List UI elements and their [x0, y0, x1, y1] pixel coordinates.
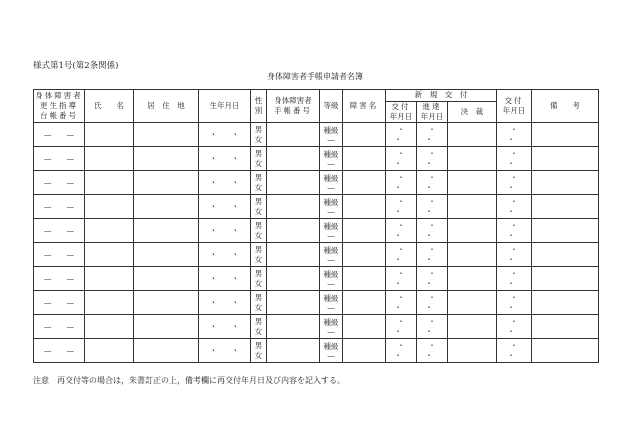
birthdate-cell[interactable]: ・ ・: [199, 243, 251, 267]
disability-name-cell[interactable]: [343, 267, 386, 291]
name-cell[interactable]: [85, 147, 134, 171]
birthdate-cell[interactable]: ・ ・: [199, 267, 251, 291]
sex-cell[interactable]: 男 女: [251, 123, 267, 147]
guide-number-cell[interactable]: — —: [34, 315, 85, 339]
birthdate-cell[interactable]: ・ ・: [199, 147, 251, 171]
grade-cell[interactable]: 種級 —: [320, 171, 343, 195]
sex-cell[interactable]: 男 女: [251, 315, 267, 339]
remarks-cell[interactable]: [532, 123, 599, 147]
grade-cell[interactable]: 種級 —: [320, 339, 343, 363]
header-remarks: 備 考: [532, 90, 599, 123]
dispatch-date-cell[interactable]: ・ ・: [417, 171, 448, 195]
header-sex: 性 別: [251, 90, 267, 123]
disability-name-cell[interactable]: [343, 339, 386, 363]
address-cell[interactable]: [134, 267, 199, 291]
disability-name-cell[interactable]: [343, 219, 386, 243]
grade-cell[interactable]: 種級 —: [320, 315, 343, 339]
sex-cell[interactable]: 男 女: [251, 291, 267, 315]
decision-cell[interactable]: [448, 123, 497, 147]
dispatch-date-cell[interactable]: ・ ・: [417, 339, 448, 363]
reissue-date-cell[interactable]: ・ ・: [497, 219, 532, 243]
decision-cell[interactable]: [448, 147, 497, 171]
birthdate-cell[interactable]: ・ ・: [199, 195, 251, 219]
birthdate-cell[interactable]: ・ ・: [199, 339, 251, 363]
grade-cell[interactable]: 種級 —: [320, 123, 343, 147]
remarks-cell[interactable]: [532, 315, 599, 339]
decision-cell[interactable]: [448, 219, 497, 243]
name-cell[interactable]: [85, 339, 134, 363]
header-handbook-number: 身体障害者 手帳番号: [267, 90, 320, 123]
address-cell[interactable]: [134, 123, 199, 147]
guide-number-cell[interactable]: — —: [34, 171, 85, 195]
grade-cell[interactable]: 種級 —: [320, 195, 343, 219]
grade-cell[interactable]: 種級 —: [320, 243, 343, 267]
remarks-cell[interactable]: [532, 171, 599, 195]
table-row: [34, 339, 599, 363]
header-issue-date: 交付 年月日: [386, 102, 417, 123]
remarks-cell[interactable]: [532, 291, 599, 315]
issue-date-cell[interactable]: ・ ・: [386, 339, 417, 363]
birthdate-cell[interactable]: ・ ・: [199, 171, 251, 195]
dispatch-date-cell[interactable]: ・ ・: [417, 315, 448, 339]
decision-cell[interactable]: [448, 339, 497, 363]
sex-cell[interactable]: 男 女: [251, 219, 267, 243]
reissue-date-cell[interactable]: ・ ・: [497, 243, 532, 267]
decision-cell[interactable]: [448, 243, 497, 267]
issue-date-cell[interactable]: ・ ・: [386, 219, 417, 243]
birthdate-cell[interactable]: ・ ・: [199, 315, 251, 339]
table-row: [34, 123, 599, 147]
table-row: [34, 171, 599, 195]
address-cell[interactable]: [134, 243, 199, 267]
birthdate-cell[interactable]: ・ ・: [199, 123, 251, 147]
address-cell[interactable]: [134, 339, 199, 363]
issue-date-cell[interactable]: ・ ・: [386, 243, 417, 267]
grade-cell[interactable]: 種級 —: [320, 291, 343, 315]
dispatch-date-cell[interactable]: ・ ・: [417, 291, 448, 315]
decision-cell[interactable]: [448, 195, 497, 219]
header-grade: 等級: [320, 90, 343, 123]
applicant-register-table: [33, 89, 599, 363]
guide-number-cell[interactable]: — —: [34, 195, 85, 219]
handbook-number-cell[interactable]: [267, 171, 320, 195]
issue-date-cell[interactable]: ・ ・: [386, 123, 417, 147]
name-cell[interactable]: [85, 291, 134, 315]
grade-cell[interactable]: 種級 —: [320, 267, 343, 291]
decision-cell[interactable]: [448, 315, 497, 339]
name-cell[interactable]: [85, 123, 134, 147]
table-row: [34, 267, 599, 291]
dispatch-date-cell[interactable]: ・ ・: [417, 147, 448, 171]
issue-date-cell[interactable]: ・ ・: [386, 315, 417, 339]
handbook-number-cell[interactable]: [267, 123, 320, 147]
handbook-number-cell[interactable]: [267, 339, 320, 363]
birthdate-cell[interactable]: ・ ・: [199, 219, 251, 243]
reissue-date-cell[interactable]: ・ ・: [497, 147, 532, 171]
header-guide-number: 身体障害者 更生指導 台帳番号: [34, 90, 85, 123]
disability-name-cell[interactable]: [343, 315, 386, 339]
header-name: 氏 名: [85, 90, 134, 123]
table-row: [34, 291, 599, 315]
handbook-number-cell[interactable]: [267, 219, 320, 243]
table-row: [34, 219, 599, 243]
decision-cell[interactable]: [448, 291, 497, 315]
dispatch-date-cell[interactable]: ・ ・: [417, 267, 448, 291]
header-new-issue: 新 規 交 付: [386, 90, 497, 102]
name-cell[interactable]: [85, 219, 134, 243]
guide-number-cell[interactable]: — —: [34, 243, 85, 267]
decision-cell[interactable]: [448, 267, 497, 291]
handbook-number-cell[interactable]: [267, 315, 320, 339]
handbook-number-cell[interactable]: [267, 267, 320, 291]
dispatch-date-cell[interactable]: ・ ・: [417, 243, 448, 267]
address-cell[interactable]: [134, 147, 199, 171]
remarks-cell[interactable]: [532, 339, 599, 363]
register-title: 身体障害者手帳申請者名簿: [267, 72, 363, 81]
address-cell[interactable]: [134, 291, 199, 315]
sex-cell[interactable]: 男 女: [251, 243, 267, 267]
guide-number-cell[interactable]: — —: [34, 339, 85, 363]
header-address: 居 住 地: [134, 90, 199, 123]
disability-name-cell[interactable]: [343, 123, 386, 147]
sex-cell[interactable]: 男 女: [251, 267, 267, 291]
name-cell[interactable]: [85, 315, 134, 339]
reissue-date-cell[interactable]: ・ ・: [497, 195, 532, 219]
handbook-number-cell[interactable]: [267, 291, 320, 315]
sex-cell[interactable]: 男 女: [251, 339, 267, 363]
guide-number-cell[interactable]: — —: [34, 267, 85, 291]
guide-number-cell[interactable]: — —: [34, 123, 85, 147]
dispatch-date-cell[interactable]: ・ ・: [417, 123, 448, 147]
guide-number-cell[interactable]: — —: [34, 147, 85, 171]
grade-cell[interactable]: 種級 —: [320, 147, 343, 171]
remarks-cell[interactable]: [532, 147, 599, 171]
form-number: 様式第1号(第2条関係): [33, 61, 119, 71]
reissue-date-cell[interactable]: ・ ・: [497, 123, 532, 147]
remarks-cell[interactable]: [532, 219, 599, 243]
dispatch-date-cell[interactable]: ・ ・: [417, 219, 448, 243]
handbook-number-cell[interactable]: [267, 147, 320, 171]
address-cell[interactable]: [134, 171, 199, 195]
sex-cell[interactable]: 男 女: [251, 147, 267, 171]
address-cell[interactable]: [134, 195, 199, 219]
header-birthdate: 生年月日: [199, 90, 251, 123]
reissue-date-cell[interactable]: ・ ・: [497, 339, 532, 363]
header-dispatch-date: 進達 年月日: [417, 102, 448, 123]
register-body: [34, 123, 599, 363]
issue-date-cell[interactable]: ・ ・: [386, 291, 417, 315]
issue-date-cell[interactable]: ・ ・: [386, 171, 417, 195]
issue-date-cell[interactable]: ・ ・: [386, 267, 417, 291]
table-row: [34, 315, 599, 339]
name-cell[interactable]: [85, 243, 134, 267]
header-decision: 決 裁: [448, 102, 497, 123]
name-cell[interactable]: [85, 195, 134, 219]
handbook-number-cell[interactable]: [267, 243, 320, 267]
disability-name-cell[interactable]: [343, 195, 386, 219]
remarks-cell[interactable]: [532, 267, 599, 291]
header-disability-name: 障害名: [343, 90, 386, 123]
header-reissue-date: 交付 年月日: [497, 90, 532, 123]
address-cell[interactable]: [134, 219, 199, 243]
guide-number-cell[interactable]: — —: [34, 291, 85, 315]
sex-cell[interactable]: 男 女: [251, 171, 267, 195]
table-row: [34, 147, 599, 171]
handbook-number-cell[interactable]: [267, 195, 320, 219]
reissue-date-cell[interactable]: ・ ・: [497, 315, 532, 339]
grade-cell[interactable]: 種級 —: [320, 219, 343, 243]
address-cell[interactable]: [134, 315, 199, 339]
footnote: 注意 再交付等の場合は，朱書訂正の上，備考欄に再交付年月日及び内容を記入する。: [33, 376, 345, 385]
disability-name-cell[interactable]: [343, 291, 386, 315]
reissue-date-cell[interactable]: ・ ・: [497, 267, 532, 291]
dispatch-date-cell[interactable]: ・ ・: [417, 195, 448, 219]
disability-name-cell[interactable]: [343, 243, 386, 267]
disability-name-cell[interactable]: [343, 171, 386, 195]
birthdate-cell[interactable]: ・ ・: [199, 291, 251, 315]
guide-number-cell[interactable]: — —: [34, 219, 85, 243]
table-row: [34, 195, 599, 219]
disability-name-cell[interactable]: [343, 147, 386, 171]
sex-cell[interactable]: 男 女: [251, 195, 267, 219]
issue-date-cell[interactable]: ・ ・: [386, 195, 417, 219]
table-row: [34, 243, 599, 267]
reissue-date-cell[interactable]: ・ ・: [497, 291, 532, 315]
name-cell[interactable]: [85, 171, 134, 195]
remarks-cell[interactable]: [532, 243, 599, 267]
issue-date-cell[interactable]: ・ ・: [386, 147, 417, 171]
remarks-cell[interactable]: [532, 195, 599, 219]
decision-cell[interactable]: [448, 171, 497, 195]
name-cell[interactable]: [85, 267, 134, 291]
reissue-date-cell[interactable]: ・ ・: [497, 171, 532, 195]
